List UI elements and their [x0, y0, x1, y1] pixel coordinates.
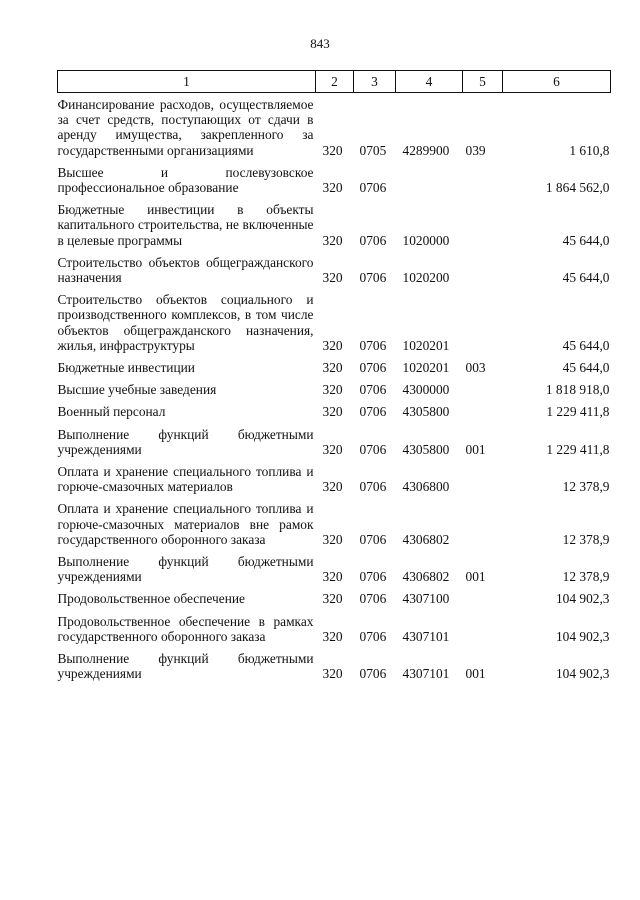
- row-article-code: 4306800: [402, 479, 450, 495]
- row-amount: 1 229 411,8: [546, 441, 610, 457]
- table-row: [58, 158, 611, 195]
- row-amount: 12 378,9: [562, 479, 610, 495]
- row-expense-type-code: 001: [465, 666, 486, 682]
- row-article-code: 1020201: [402, 337, 450, 353]
- row-section-code: 0706: [359, 180, 387, 196]
- row-name: Финансирование расходов, осуществляемое за счет средств, поступающих от сдачи в аренду имущества, закрепленного за государственными организациями: [57, 97, 314, 158]
- row-expense-type-code: 039: [465, 142, 486, 158]
- row-name: Продовольственное обеспечение в рамках государственного оборонного заказа: [57, 613, 314, 644]
- row-amount: 104 902,3: [555, 591, 610, 607]
- row-name: Продовольственное обеспечение: [57, 591, 245, 607]
- table-row: [58, 584, 611, 606]
- row-chapter-code: 320: [322, 360, 343, 376]
- row-section-code: 0706: [359, 569, 387, 585]
- table-row: [58, 93, 611, 158]
- row-name: Строительство объектов общегражданского назначения: [57, 254, 314, 286]
- row-chapter-code: 320: [322, 531, 343, 547]
- row-name: Оплата и хранение специального топлива и горюче-смазочных материалов вне рамок государственного оборонного заказа: [57, 501, 314, 547]
- row-chapter-code: 320: [322, 142, 343, 158]
- row-section-code: 0706: [359, 337, 387, 353]
- row-name: Выполнение функций бюджетными учреждениями: [57, 554, 314, 585]
- table-row: [58, 607, 611, 644]
- row-section-code: 0706: [359, 360, 387, 376]
- row-section-code: 0706: [359, 666, 387, 682]
- table-row: [58, 353, 611, 375]
- row-amount: 1 229 411,8: [546, 404, 610, 420]
- row-name: Оплата и хранение специального топлива и горюче-смазочных материалов: [57, 464, 314, 495]
- table-row: [58, 457, 611, 494]
- row-name: Высшее и послевузовское профессиональное образование: [57, 164, 314, 196]
- row-section-code: 0706: [359, 270, 387, 286]
- row-article-code: 4305800: [402, 441, 450, 457]
- row-expense-type-code: 001: [465, 441, 486, 457]
- table-row: [58, 375, 611, 397]
- row-name: Высшие учебные заведения: [57, 382, 217, 398]
- row-chapter-code: 320: [322, 569, 343, 585]
- header-col-3: 3: [354, 71, 396, 93]
- row-chapter-code: 320: [322, 382, 343, 398]
- row-amount: 45 644,0: [562, 360, 610, 376]
- header-col-6: 6: [503, 71, 611, 93]
- row-expense-type-code: [463, 285, 503, 353]
- row-section-code: 0706: [359, 382, 387, 398]
- row-section-code: 0705: [359, 142, 387, 158]
- table-row: [58, 644, 611, 681]
- table-row: [58, 494, 611, 547]
- page-number: 843: [310, 36, 330, 51]
- row-expense-type-code: [463, 195, 503, 248]
- row-article-code: 4307101: [402, 628, 450, 644]
- row-name: Военный персонал: [57, 404, 166, 420]
- row-article-code: 4300000: [402, 382, 450, 398]
- table-body: [58, 93, 611, 682]
- row-amount: 12 378,9: [562, 569, 610, 585]
- row-article-code: 1020201: [402, 360, 450, 376]
- row-expense-type-code: 003: [465, 360, 486, 376]
- row-amount: 45 644,0: [562, 232, 610, 248]
- row-expense-type-code: [463, 158, 503, 195]
- header-col-5: 5: [463, 71, 503, 93]
- row-article-code: 1020200: [402, 270, 450, 286]
- row-article-code: 4306802: [402, 569, 450, 585]
- row-expense-type-code: [463, 397, 503, 419]
- header-col-2: 2: [316, 71, 354, 93]
- row-amount: 1 610,8: [569, 142, 610, 158]
- row-expense-type-code: [463, 375, 503, 397]
- row-expense-type-code: 001: [465, 569, 486, 585]
- row-name: Бюджетные инвестиции: [57, 360, 195, 376]
- table-row: [58, 195, 611, 248]
- row-chapter-code: 320: [322, 666, 343, 682]
- row-expense-type-code: [463, 494, 503, 547]
- row-name: Строительство объектов социального и производственного комплексов, в том числе объектов общегражданского назначения, жилья, инфраструктуры: [57, 292, 314, 353]
- header-row: [58, 71, 611, 93]
- row-section-code: 0706: [359, 628, 387, 644]
- row-amount: 45 644,0: [562, 337, 610, 353]
- row-section-code: 0706: [359, 441, 387, 457]
- row-chapter-code: 320: [322, 337, 343, 353]
- row-expense-type-code: [463, 457, 503, 494]
- row-section-code: 0706: [359, 531, 387, 547]
- row-article-code: 4307101: [402, 666, 450, 682]
- row-expense-type-code: [463, 607, 503, 644]
- row-expense-type-code: [463, 248, 503, 285]
- row-amount: 1 864 562,0: [545, 180, 610, 196]
- row-name: Бюджетные инвестиции в объекты капитального строительства, не включенные в целевые программы: [57, 202, 314, 248]
- row-article-code: 4307100: [402, 591, 450, 607]
- table-row: [58, 420, 611, 457]
- table-row: [58, 397, 611, 419]
- header-col-1: 1: [58, 71, 316, 93]
- table-row: [58, 547, 611, 584]
- row-section-code: 0706: [359, 591, 387, 607]
- row-amount: 104 902,3: [555, 666, 610, 682]
- row-amount: 1 818 918,0: [545, 382, 610, 398]
- row-article-code: 4306802: [402, 531, 450, 547]
- row-expense-type-code: [463, 584, 503, 606]
- row-chapter-code: 320: [322, 591, 343, 607]
- row-name: Выполнение функций бюджетными учреждениями: [57, 651, 314, 682]
- row-article-code: 1020000: [402, 232, 450, 248]
- row-section-code: 0706: [359, 479, 387, 495]
- table-header: [58, 71, 611, 93]
- row-section-code: 0706: [359, 404, 387, 420]
- row-article-code: 4289900: [402, 142, 450, 158]
- row-section-code: 0706: [359, 232, 387, 248]
- row-article-code: 4305800: [402, 404, 450, 420]
- row-name: Выполнение функций бюджетными учреждениями: [57, 426, 314, 457]
- row-chapter-code: 320: [322, 232, 343, 248]
- table-row: [58, 248, 611, 285]
- row-amount: 45 644,0: [562, 270, 610, 286]
- row-chapter-code: 320: [322, 180, 343, 196]
- row-chapter-code: 320: [322, 270, 343, 286]
- row-chapter-code: 320: [322, 628, 343, 644]
- row-chapter-code: 320: [322, 404, 343, 420]
- row-article-code: [396, 158, 463, 195]
- row-amount: 12 378,9: [562, 531, 610, 547]
- budget-table: [57, 70, 611, 682]
- table-row: [58, 285, 611, 353]
- row-chapter-code: 320: [322, 441, 343, 457]
- header-col-4: 4: [396, 71, 463, 93]
- row-amount: 104 902,3: [555, 628, 610, 644]
- row-chapter-code: 320: [322, 479, 343, 495]
